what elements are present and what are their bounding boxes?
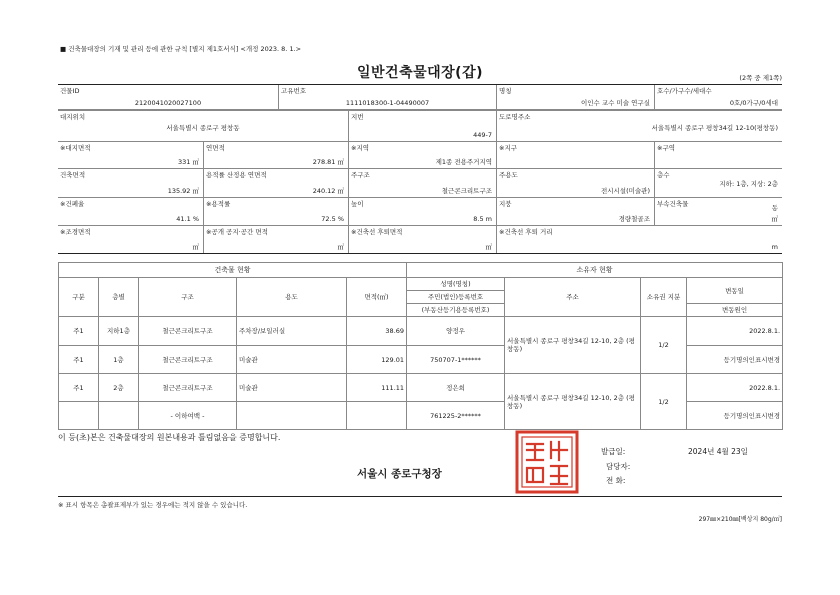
unique-no-value: 1111018300-1-04490007 <box>345 99 430 107</box>
summary-row <box>58 110 782 142</box>
far-floor-area-cell <box>203 169 348 197</box>
owner-name: 정은희 <box>407 374 505 402</box>
issue-date-label: 발급일: <box>601 447 626 456</box>
area-zone-cell <box>654 142 782 168</box>
units-label: 호수/가구수/세대수 <box>657 87 712 95</box>
col-owner-id-sub: (부동산등기용등록번호) <box>407 304 505 317</box>
row-structure: - 이하여백 - <box>139 402 237 430</box>
road-address-label: 도로명주소 <box>499 113 531 121</box>
row-structure: 철근콘크리트구조 <box>139 374 237 402</box>
unique-no-label: 고유번호 <box>281 87 307 95</box>
owner-id: 761225-2****** <box>407 402 505 430</box>
building-id-cell <box>58 85 278 109</box>
owner-change-reason: 등기명의인표시변경 <box>687 402 783 430</box>
owner-address: 서울특별시 종로구 평창34길 12-10, 2층 (평창동) <box>505 317 641 374</box>
row-area: 111.11 <box>347 374 407 402</box>
road-address-cell <box>496 111 782 141</box>
row-floor: 2층 <box>99 374 139 402</box>
col-floor: 층별 <box>99 278 139 317</box>
coverage-ratio-value: 41.1 % <box>176 215 199 223</box>
col-address: 주소 <box>505 278 641 317</box>
footer-note: ※ 표시 항목은 총괄표제부가 있는 경우에는 적지 않을 수 있습니다. <box>58 501 248 509</box>
landscape-area-value: ㎡ <box>192 243 199 251</box>
owner-address: 서울특별시 종로구 평창34길 12-10, 2층 (평창동) <box>505 374 641 430</box>
annex-unit: ㎡ <box>771 215 778 223</box>
total-floor-area-label: 연면적 <box>206 144 225 152</box>
landscape-area-label: ※조경면적 <box>60 228 91 236</box>
far-label: ※용적률 <box>206 200 231 208</box>
public-space-cell <box>203 226 348 253</box>
row-floor: 지하1층 <box>99 317 139 346</box>
paper-spec: 297㎜×210㎜[백상지 80g/㎡] <box>698 516 782 523</box>
far-floor-area-label: 용적률 산정용 연면적 <box>206 171 267 179</box>
row-area: 38.69 <box>347 317 407 346</box>
building-area-label: 건축면적 <box>60 171 86 179</box>
col-use: 용도 <box>237 278 347 317</box>
col-division: 구분 <box>59 278 99 317</box>
row-structure: 철근콘크리트구조 <box>139 317 237 346</box>
owner-change-date: 2022.8.1. <box>687 317 783 346</box>
floors-cell <box>654 169 782 197</box>
public-space-value: ㎡ <box>337 243 344 251</box>
summary-row <box>58 226 782 254</box>
issuer-name: 서울시 종로구청장 <box>357 468 442 480</box>
setback-distance-cell <box>496 226 782 253</box>
row-use <box>237 402 347 430</box>
row-use: 미술관 <box>237 374 347 402</box>
building-area-cell <box>58 169 203 197</box>
main-use-value: 전시시설(미술관) <box>600 187 650 195</box>
lot-no-value: 449-7 <box>473 131 492 139</box>
owner-share: 1/2 <box>641 317 687 374</box>
owner-share: 1/2 <box>641 374 687 430</box>
owner-name: 양정우 <box>407 317 505 346</box>
table-row <box>59 374 783 402</box>
col-change-date: 변동일 <box>687 278 783 304</box>
roof-cell <box>496 198 654 225</box>
owner-change-reason: 등기명의인표시변경 <box>687 346 783 374</box>
row-use: 주차장/보일러실 <box>237 317 347 346</box>
site-area-value: 331 ㎡ <box>178 158 199 166</box>
status-table <box>58 262 783 430</box>
lot-no-cell <box>348 111 496 141</box>
height-cell <box>348 198 496 225</box>
units-value: 0호/0가구/0세대 <box>729 99 778 107</box>
main-use-label: 주용도 <box>499 171 518 179</box>
main-structure-label: 주구조 <box>351 171 370 179</box>
total-floor-area-cell <box>203 142 348 168</box>
annex-value: 동 <box>771 204 778 212</box>
summary-row <box>58 198 782 226</box>
floors-value: 지하: 1층, 지상: 2층 <box>719 180 778 188</box>
row-area <box>347 402 407 430</box>
summary-row <box>58 85 782 110</box>
col-owner-id: 주민(법인)등록번호 <box>407 291 505 304</box>
roof-value: 경량철골조 <box>618 215 650 223</box>
annex-cell <box>654 198 782 225</box>
form-note: ■ 건축물대장의 기재 및 관리 등에 관한 규칙 [별지 제1호서식] <개정 2023. 8. 1.> <box>60 45 302 53</box>
building-id-label: 건물ID <box>60 87 80 95</box>
building-area-value: 135.92 ㎡ <box>167 187 199 195</box>
page-count: (2쪽 중 제1쪽) <box>739 74 782 82</box>
site-location-cell <box>58 111 348 141</box>
main-structure-cell <box>348 169 496 197</box>
summary-grid <box>58 84 782 254</box>
coverage-ratio-label: ※건폐율 <box>60 200 85 208</box>
certification-statement: 이 등(초)본은 건축물대장의 원본내용과 틀림없음을 증명합니다. <box>58 433 281 442</box>
name-cell <box>496 85 654 109</box>
height-label: 높이 <box>351 200 364 208</box>
row-division <box>59 402 99 430</box>
setback-area-cell <box>348 226 496 253</box>
col-change-reason: 변동원인 <box>687 304 783 317</box>
col-structure: 구조 <box>139 278 237 317</box>
owner-id: 750707-1****** <box>407 346 505 374</box>
col-area: 면적(㎡) <box>347 278 407 317</box>
site-area-label: ※대지면적 <box>60 144 91 152</box>
public-space-label: ※공개 공지·공간 면적 <box>206 228 268 236</box>
building-id-value: 2120041020027100 <box>134 99 202 107</box>
site-location-value: 서울특별시 종로구 평창동 <box>166 124 240 132</box>
site-location-label: 대지위치 <box>60 113 86 121</box>
setback-distance-label: ※건축선 후퇴 거리 <box>499 228 553 236</box>
zone-cell <box>348 142 496 168</box>
road-address-value: 서울특별시 종로구 평창34길 12-10(평창동) <box>651 124 778 132</box>
unique-no-cell <box>278 85 496 109</box>
district-cell <box>496 142 654 168</box>
setback-distance-value: m <box>771 243 778 251</box>
section-owner-status: 소유자 현황 <box>407 263 783 278</box>
units-cell <box>654 85 782 109</box>
main-use-cell <box>496 169 654 197</box>
annex-label: 부속건축물 <box>657 200 689 208</box>
far-floor-area-value: 240.12 ㎡ <box>312 187 344 195</box>
main-structure-value: 철근콘크리트구조 <box>441 187 492 195</box>
page-title: 일반건축물대장(갑) <box>357 65 483 81</box>
far-value: 72.5 % <box>321 215 344 223</box>
zone-label: ※지역 <box>351 144 370 152</box>
row-floor <box>99 402 139 430</box>
col-share: 소유권 지분 <box>641 278 687 317</box>
zone-value: 제1종 전용주거지역 <box>435 158 492 166</box>
table-row <box>59 317 783 346</box>
officer-label: 담당자: <box>606 462 631 471</box>
roof-label: 지붕 <box>499 200 512 208</box>
col-owner-name: 성명(명칭) <box>407 278 505 291</box>
setback-area-value: ㎡ <box>485 243 492 251</box>
issue-date-value: 2024년 4월 23일 <box>688 447 748 456</box>
phone-label: 전 화: <box>606 476 626 485</box>
section-building-status: 건축물 현황 <box>59 263 407 278</box>
total-floor-area-value: 278.81 ㎡ <box>312 158 344 166</box>
floors-label: 층수 <box>657 171 670 179</box>
owner-change-date: 2022.8.1. <box>687 374 783 402</box>
row-division: 주1 <box>59 317 99 346</box>
official-seal-icon <box>515 430 579 494</box>
row-division: 주1 <box>59 374 99 402</box>
row-structure: 철근콘크리트구조 <box>139 346 237 374</box>
setback-area-label: ※건축선 후퇴면적 <box>351 228 403 236</box>
row-area: 129.01 <box>347 346 407 374</box>
landscape-area-cell <box>58 226 203 253</box>
footer-divider <box>58 496 782 497</box>
lot-no-label: 지번 <box>351 113 364 121</box>
row-use: 미술관 <box>237 346 347 374</box>
name-value: 이인수 교수 미술 연구실 <box>581 99 650 107</box>
summary-row <box>58 142 782 169</box>
row-division: 주1 <box>59 346 99 374</box>
coverage-ratio-cell <box>58 198 203 225</box>
name-label: 명칭 <box>499 87 512 95</box>
summary-row <box>58 169 782 198</box>
height-value: 8.5 m <box>473 215 492 223</box>
district-label: ※지구 <box>499 144 518 152</box>
site-area-cell <box>58 142 203 168</box>
area-zone-label: ※구역 <box>657 144 676 152</box>
far-cell <box>203 198 348 225</box>
row-floor: 1층 <box>99 346 139 374</box>
